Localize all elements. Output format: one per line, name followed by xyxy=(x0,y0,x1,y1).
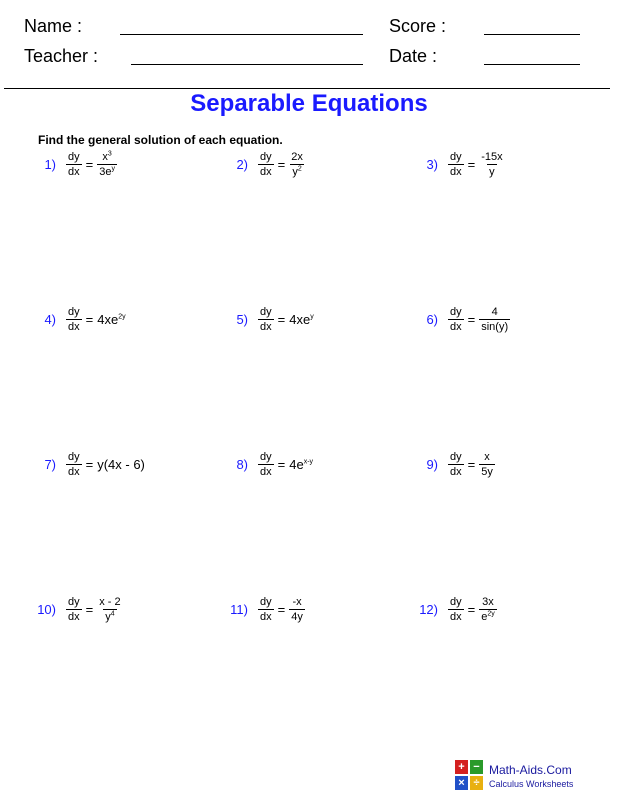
rhs-denominator xyxy=(479,319,510,334)
rhs-numerator xyxy=(100,150,113,164)
lhs-denominator: dx xyxy=(68,321,80,333)
problem-number: 2) xyxy=(236,157,248,172)
lhs-numerator: dy xyxy=(260,596,272,608)
derivative-lhs xyxy=(258,450,274,479)
problem-item xyxy=(230,595,305,624)
rhs-numerator-text: x - 2 xyxy=(99,596,121,608)
rhs-expression xyxy=(289,457,313,472)
lhs-numerator: dy xyxy=(450,596,462,608)
rhs-fraction xyxy=(479,305,510,334)
derivative-lhs xyxy=(448,150,464,179)
rhs-denominator-text: 5y xyxy=(481,466,493,478)
problem-number: 4) xyxy=(44,312,56,327)
rhs-expression xyxy=(97,312,125,327)
lhs-numerator: dy xyxy=(450,306,462,318)
derivative-lhs xyxy=(66,595,82,624)
lhs-denominator: dx xyxy=(260,611,272,623)
lhs-denominator: dx xyxy=(450,166,462,178)
exponent: 2y xyxy=(487,610,495,618)
rhs-numerator-text: x xyxy=(102,151,108,163)
times-icon: × xyxy=(455,776,468,790)
derivative-lhs xyxy=(258,595,274,624)
lhs-numerator: dy xyxy=(68,451,80,463)
rhs-denominator-text: 3e xyxy=(99,166,112,178)
lhs-numerator: dy xyxy=(260,151,272,163)
equals-sign: = xyxy=(277,157,286,172)
rhs-denominator xyxy=(97,164,117,179)
lhs-denominator: dx xyxy=(450,321,462,333)
equals-sign: = xyxy=(277,602,286,617)
rhs-numerator-text: x xyxy=(484,451,490,463)
equals-sign: = xyxy=(85,157,94,172)
lhs-numerator: dy xyxy=(260,306,272,318)
equals-sign: = xyxy=(467,602,476,617)
lhs-denominator: dx xyxy=(450,466,462,478)
derivative-lhs xyxy=(258,150,274,179)
exponent: 2y xyxy=(118,313,126,321)
problem-item xyxy=(420,305,510,334)
rhs-denominator-text: e xyxy=(481,611,488,623)
rhs-fraction xyxy=(97,150,117,179)
problem-item xyxy=(38,595,123,624)
rhs-numerator xyxy=(482,450,492,464)
derivative-lhs xyxy=(258,305,274,334)
date-label: Date : xyxy=(389,46,438,66)
equals-sign: = xyxy=(277,457,286,472)
problem-number: 12) xyxy=(419,602,438,617)
lhs-denominator: dx xyxy=(450,611,462,623)
divide-icon: ÷ xyxy=(470,776,483,790)
problem-number: 7) xyxy=(44,457,56,472)
rhs-numerator xyxy=(290,595,303,609)
rhs-numerator xyxy=(479,150,504,164)
rhs-fraction xyxy=(479,150,504,179)
lhs-denominator: dx xyxy=(260,466,272,478)
rhs-numerator xyxy=(490,305,500,319)
name-field[interactable] xyxy=(120,34,363,35)
exponent: 2 xyxy=(297,165,302,173)
lhs-denominator: dx xyxy=(260,166,272,178)
lhs-denominator: dx xyxy=(68,611,80,623)
equals-sign: = xyxy=(467,457,476,472)
derivative-lhs xyxy=(448,305,464,334)
rhs-denominator-text: y xyxy=(489,166,495,178)
problem-item xyxy=(230,150,305,179)
problem-number: 9) xyxy=(426,457,438,472)
problem-item xyxy=(420,450,495,479)
rhs-denominator-text: y xyxy=(105,611,111,623)
problem-item xyxy=(38,450,145,479)
rhs-numerator-text: -15x xyxy=(481,151,503,163)
problem-item xyxy=(230,450,313,479)
math-aids-logo-icon xyxy=(455,760,483,790)
brand-subtitle: Calculus Worksheets xyxy=(489,779,574,789)
lhs-numerator: dy xyxy=(450,151,462,163)
problem-item xyxy=(230,305,314,334)
rhs-text: 4e xyxy=(289,457,304,472)
derivative-lhs xyxy=(66,150,82,179)
rhs-fraction xyxy=(97,595,122,624)
problem-number: 11) xyxy=(230,602,248,617)
lhs-denominator: dx xyxy=(68,466,80,478)
lhs-denominator: dx xyxy=(260,321,272,333)
problem-number: 10) xyxy=(37,602,56,617)
exponent: x-y xyxy=(303,458,314,466)
teacher-label: Teacher : xyxy=(24,46,99,66)
derivative-lhs xyxy=(448,595,464,624)
rhs-denominator xyxy=(487,164,497,179)
rhs-denominator xyxy=(290,164,303,179)
rhs-fraction xyxy=(479,450,495,479)
plus-icon: + xyxy=(455,760,468,774)
lhs-numerator: dy xyxy=(450,451,462,463)
exponent: 3 xyxy=(107,150,112,158)
teacher-field[interactable] xyxy=(131,64,363,65)
rhs-denominator xyxy=(479,464,495,479)
rhs-fraction xyxy=(479,595,497,624)
derivative-lhs xyxy=(448,450,464,479)
rhs-numerator-text: 2x xyxy=(291,151,303,163)
rhs-numerator xyxy=(480,595,496,609)
rhs-fraction xyxy=(289,595,305,624)
rhs-expression xyxy=(289,312,313,327)
score-label: Score : xyxy=(389,16,447,36)
rhs-numerator-text: 4 xyxy=(491,306,498,318)
problem-number: 6) xyxy=(426,312,438,327)
problem-number: 5) xyxy=(236,312,248,327)
rhs-text: 4xe xyxy=(289,312,311,327)
problem-item xyxy=(420,150,505,179)
problem-item xyxy=(420,595,497,624)
lhs-numerator: dy xyxy=(68,596,80,608)
page-title: Separable Equations xyxy=(190,90,428,117)
rhs-denominator-text: 4y xyxy=(291,611,303,623)
rhs-text: y(4x - 6) xyxy=(97,457,145,472)
brand-name[interactable]: Math-Aids.Com xyxy=(489,763,572,777)
derivative-lhs xyxy=(66,450,82,479)
equals-sign: = xyxy=(85,312,94,327)
date-field[interactable] xyxy=(484,64,580,65)
rhs-denominator xyxy=(289,609,305,624)
rhs-denominator xyxy=(103,609,116,624)
score-field[interactable] xyxy=(484,34,580,35)
rhs-denominator-text: y xyxy=(292,166,298,178)
rhs-denominator-text: sin(y) xyxy=(481,321,509,333)
lhs-numerator: dy xyxy=(68,306,80,318)
name-label: Name : xyxy=(24,16,83,36)
rhs-numerator xyxy=(289,150,305,164)
problem-number: 3) xyxy=(426,157,438,172)
problem-number: 1) xyxy=(44,157,56,172)
problem-item xyxy=(38,305,126,334)
lhs-numerator: dy xyxy=(68,151,80,163)
derivative-lhs xyxy=(66,305,82,334)
rhs-fraction xyxy=(289,150,305,179)
equals-sign: = xyxy=(467,157,476,172)
rhs-numerator xyxy=(97,595,122,609)
exponent: y xyxy=(310,313,314,321)
rhs-numerator-text: -x xyxy=(292,596,302,608)
header-divider xyxy=(4,88,610,89)
equals-sign: = xyxy=(467,312,476,327)
equals-sign: = xyxy=(277,312,286,327)
rhs-text: 4xe xyxy=(97,312,119,327)
problem-number: 8) xyxy=(236,457,248,472)
rhs-numerator-text: 3x xyxy=(482,596,494,608)
equals-sign: = xyxy=(85,457,94,472)
rhs-denominator xyxy=(479,609,497,624)
instructions: Find the general solution of each equation. xyxy=(38,133,283,147)
lhs-denominator: dx xyxy=(68,166,80,178)
problem-item xyxy=(38,150,117,179)
minus-icon: − xyxy=(470,760,483,774)
lhs-numerator: dy xyxy=(260,451,272,463)
exponent: 4 xyxy=(110,610,115,618)
equals-sign: = xyxy=(85,602,94,617)
rhs-expression xyxy=(97,457,145,472)
exponent: y xyxy=(111,165,115,173)
